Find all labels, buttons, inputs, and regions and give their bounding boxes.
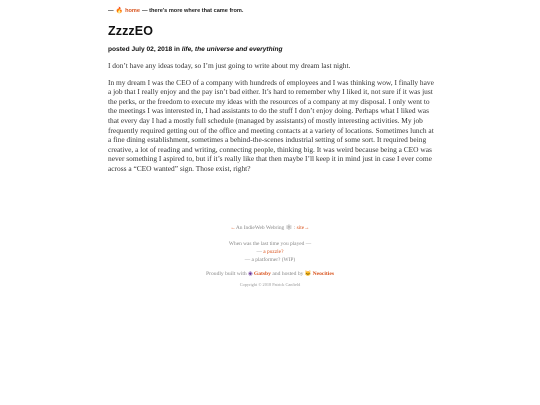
in-label: in — [174, 46, 180, 53]
nav-prefix: — — [108, 7, 114, 14]
hosted-text: and hosted by — [272, 271, 304, 277]
posted-label: posted — [108, 46, 130, 53]
copyright: Copyright © 2018 Patrick Canfield — [239, 282, 301, 287]
gatsby-link[interactable]: Gatsby — [253, 271, 271, 277]
post-body — [108, 61, 438, 174]
built-text: Proudly built with — [206, 271, 247, 277]
played-text: When was the last time you played — — [228, 241, 312, 247]
puzzle-line — [0, 248, 540, 256]
neocities-icon: 🐱 — [304, 271, 312, 277]
post-meta — [108, 46, 438, 53]
post-category[interactable]: life, the universe and everything — [181, 46, 283, 53]
webring-site-link[interactable]: site — [296, 225, 305, 231]
webring-icon[interactable]: 🕸 — [285, 225, 293, 231]
webring — [0, 225, 540, 231]
puzzle-prefix: — — [256, 249, 262, 255]
webring-next-arrow[interactable]: → — [304, 225, 310, 231]
platformer-text: — a platformer? (WIP) — [244, 257, 296, 263]
neocities-link[interactable]: Neocities — [312, 271, 334, 277]
games-promo — [0, 240, 540, 264]
flame-icon: 🔥 — [115, 8, 124, 14]
home-link[interactable]: home — [125, 7, 140, 14]
webring-prev-arrow[interactable]: ← — [230, 225, 236, 231]
puzzle-link[interactable]: a puzzle? — [263, 249, 284, 255]
post-paragraph-2: In my dream I was the CEO of a company with hundreds of employees and I was thinking wow, I finally have a job that I really enjoy and the pay isn’t bad either. It’s hard to remember why I liked it, not sure if it was just the perks, or the freedom to execute my ideas with the resources of a company at my disposal. I only went to the meetings I was interested in, I had assistants to do the stuff I don’t enjoy doing. Perhaps what I liked was that every day I had a mostly full schedule (managed by assistants) of mostly interesting activities. My job frequently required getting out of the office and meeting contacts at a variety of locations. Sometimes lunch at a fine dining establishment, sometimes a behind-the-scenes industrial setting of some sort. It required being creative, a lot of reading and writing, connecting people, thinking big. It was weird because being a CEO was never something I aspired to, but if it’s really like that then maybe I’ll keep it in mind just in case I ever come across a “CEO wanted” sign. Those exist, right? — [108, 77, 434, 173]
webring-label: An IndieWeb Webring — [235, 225, 285, 231]
post-title: ZzzzEO — [108, 24, 154, 38]
main-column — [108, 0, 438, 181]
top-nav — [108, 7, 438, 14]
post-paragraph-1: I don’t have any ideas today, so I’m just going to write about my dream last night. — [108, 61, 351, 70]
built-with — [0, 271, 540, 277]
post-date: July 02, 2018 — [131, 46, 173, 53]
nav-tagline: — there's more where that came from. — [142, 7, 244, 14]
gatsby-icon: ◉ — [248, 271, 253, 277]
webring-sep: : — [293, 225, 296, 231]
